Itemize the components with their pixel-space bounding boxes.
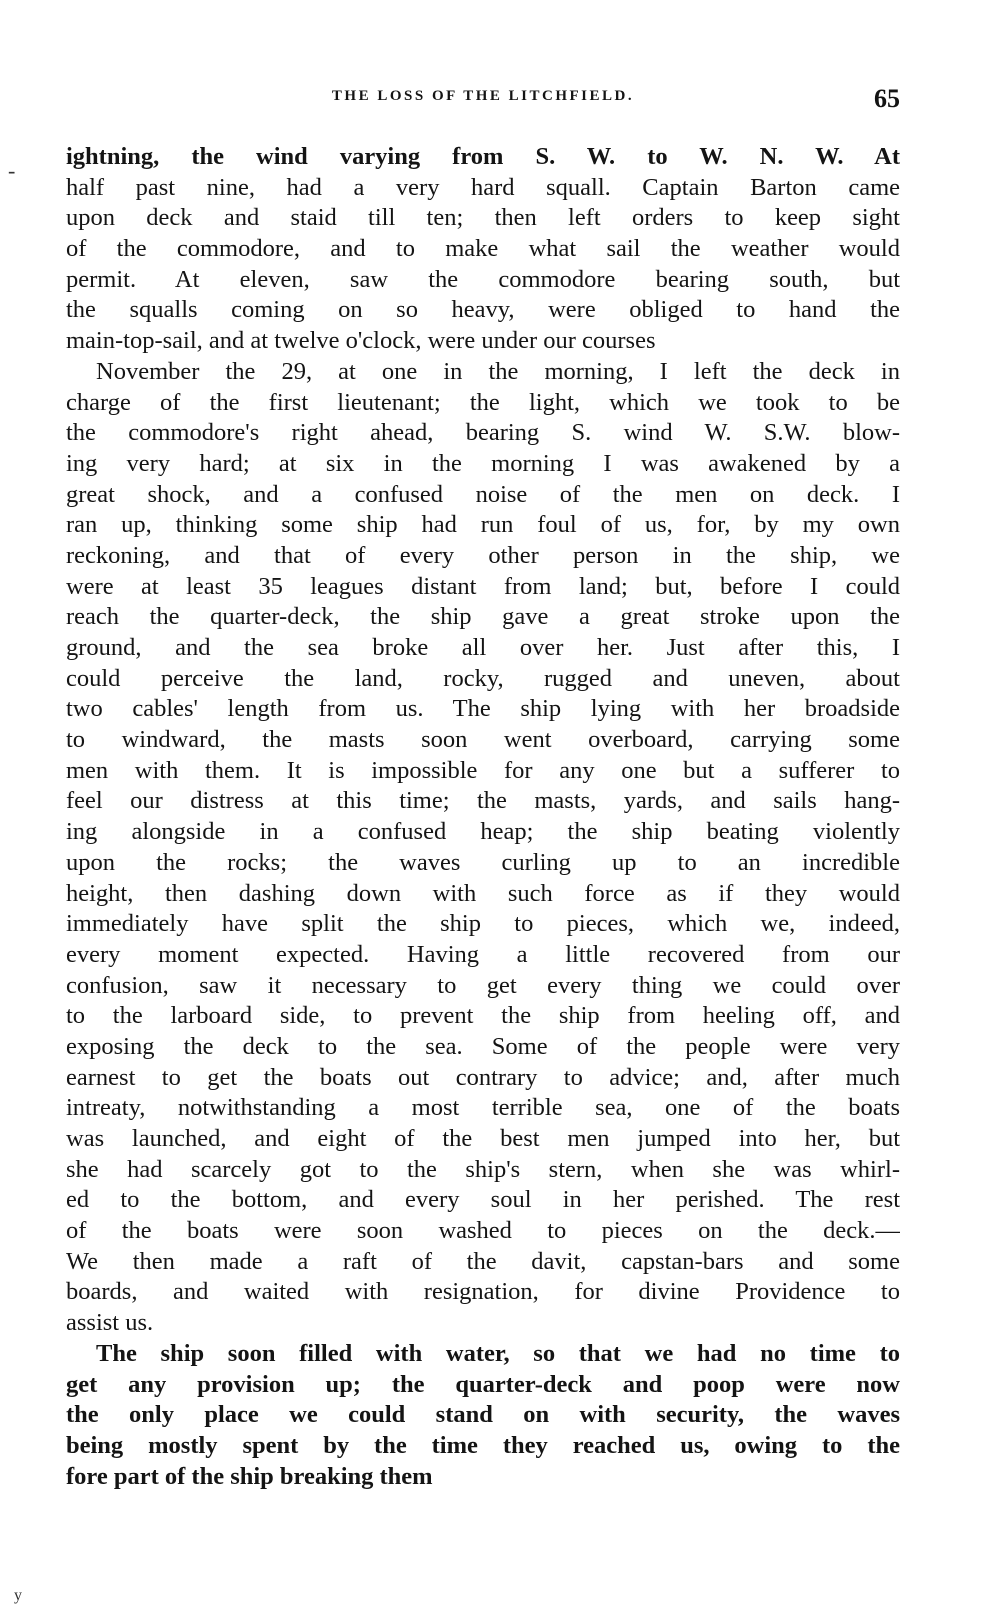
text-line: of the boats were soon washed to pieces on the deck.— — [66, 1217, 900, 1245]
text-line: immediately have split the ship to pieces, which we, indeed, — [66, 910, 900, 938]
text-line: upon deck and staid till ten; then left orders to keep sight — [66, 204, 900, 232]
text-line: of the commodore, and to make what sail the weather would — [66, 235, 900, 263]
running-head: THE LOSS OF THE LITCHFIELD. — [331, 88, 635, 104]
text-line: the commodore's right ahead, bearing S. wind W. S.W. blow- — [66, 419, 900, 447]
text-line: intreaty, notwithstanding a most terrible sea, one of the boats — [66, 1094, 900, 1122]
text-line: main-top-sail, and at twelve o'clock, were under our courses — [66, 327, 656, 355]
text-line: permit. At eleven, saw the commodore bearing south, but — [66, 265, 900, 293]
text-line: fore part of the ship breaking them — [66, 1462, 433, 1490]
text-line: ran up, thinking some ship had run foul of us, for, by my own — [66, 511, 900, 539]
text-line: November the 29, at one in the morning, I left the deck in — [96, 357, 900, 385]
text-line: earnest to get the boats out contrary to advice; and, after much — [66, 1063, 900, 1091]
text-line: The ship soon filled with water, so that we had no time to — [96, 1339, 900, 1367]
text-line: to windward, the masts soon went overboard, carrying some — [66, 726, 900, 754]
text-line: the only place we could stand on with security, the waves — [66, 1401, 900, 1429]
text-line: great shock, and a confused noise of the men on deck. I — [66, 480, 900, 508]
text-line: ground, and the sea broke all over her. Just after this, I — [66, 634, 900, 661]
text-line: men with them. It is impossible for any one but a sufferer to — [66, 756, 900, 784]
text-line: height, then dashing down with such force as if they would — [66, 879, 900, 907]
text-line: the squalls coming on so heavy, were obliged to hand the — [66, 296, 900, 324]
text-line: confusion, saw it necessary to get every thing we could over — [66, 971, 900, 999]
text-line: reckoning, and that of every other person in the ship, we — [66, 541, 900, 569]
text-line: half past nine, had a very hard squall. Captain Barton came — [66, 173, 900, 201]
text-line: she had scarcely got to the ship's stern, when she was whirl- — [66, 1155, 900, 1183]
text-line: exposing the deck to the sea. Some of the people were very — [66, 1032, 900, 1060]
text-line: boards, and waited with resignation, for divine Providence to — [66, 1278, 900, 1306]
text-line: ing very hard; at six in the morning I was awakened by a — [66, 449, 900, 477]
text-line: every moment expected. Having a little recovered from our — [66, 940, 900, 968]
text-line: could perceive the land, rocky, rugged and uneven, about — [66, 664, 900, 692]
text-line: reach the quarter-deck, the ship gave a great stroke upon the — [66, 603, 900, 631]
text-line: being mostly spent by the time they reached us, owing to the — [66, 1431, 900, 1459]
footer-mark: y — [14, 1587, 22, 1604]
page-header — [66, 84, 900, 114]
body-text — [66, 142, 900, 1492]
page-number: 65 — [874, 84, 900, 113]
text-line: to the larboard side, to prevent the ship from heeling off, and — [66, 1002, 900, 1030]
text-line: two cables' length from us. The ship lying with her broadside — [66, 695, 900, 723]
text-line: upon the rocks; the waves curling up to an incredible — [66, 848, 900, 876]
text-line: charge of the first lieutenant; the light, which we took to be — [66, 388, 900, 416]
text-line: were at least 35 leagues distant from land; but, before I could — [66, 572, 900, 600]
text-line: feel our distress at this time; the masts, yards, and sails hang- — [66, 787, 900, 815]
text-line: was launched, and eight of the best men jumped into her, but — [66, 1125, 900, 1152]
text-line: assist us. — [66, 1309, 154, 1337]
text-line: We then made a raft of the davit, capstan-bars and some — [66, 1247, 900, 1275]
text-line: ing alongside in a confused heap; the ship beating violently — [66, 818, 900, 846]
text-line: ed to the bottom, and every soul in her perished. The rest — [66, 1186, 900, 1214]
margin-dash-mark: - — [8, 158, 16, 183]
text-line: get any provision up; the quarter-deck and poop were now — [66, 1370, 900, 1398]
text-line: ightning, the wind varying from S. W. to W. N. W. At — [66, 143, 900, 170]
